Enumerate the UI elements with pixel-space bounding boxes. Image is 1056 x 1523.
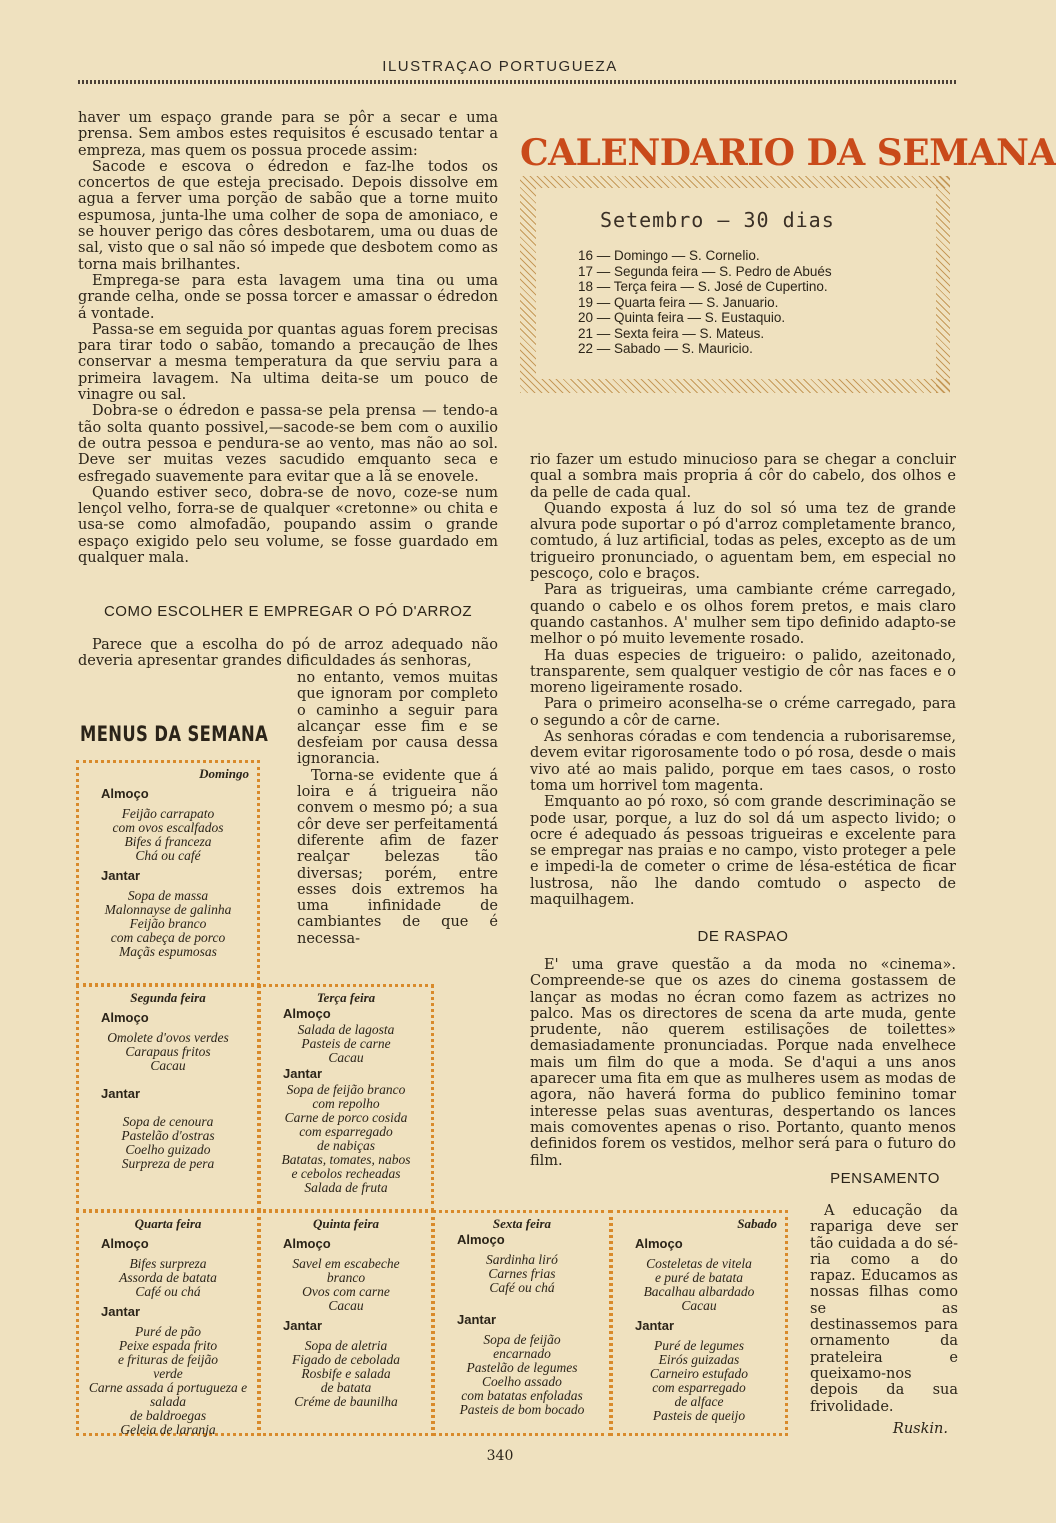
menu-day-name: Sabado: [737, 1216, 777, 1231]
paragraph: Emquanto ao pó roxo, só com grande descriminação se pode usar, porque, a luz do sol dá um aspecto livido; o ocre é adequado ás pessoas trigueiras e excelente para se empregar nas praias e no campo, visto proteger a pele e impedi-la de cometer o crime de lésa-estética de ficar lustrosa, não lhe dando comtudo o aspecto de maquilhagem.: [530, 794, 956, 909]
menu-lunch-label: Almoço: [101, 1236, 149, 1251]
menu-lunch-label: Almoço: [635, 1236, 683, 1251]
menu-day-name: Quarta feira: [134, 1216, 202, 1231]
menu-item: Salada de fruta: [304, 1180, 388, 1195]
menu-lunch-label: Almoço: [283, 1006, 331, 1021]
menu-day-name: Sexta feira: [492, 1216, 552, 1231]
menu-day-name: Quinta feira: [312, 1216, 380, 1231]
menu-item: Café ou chá: [135, 1284, 201, 1299]
menu-item: Sopa de massa: [127, 888, 209, 903]
menu-item: Pastelão de legumes: [466, 1360, 578, 1375]
section-heading-raspao: DE RASPAO: [697, 928, 789, 945]
menu-item: Coelho assado: [482, 1374, 562, 1389]
menu-dinner-label: Jantar: [101, 868, 141, 883]
menu-item: Carne assada á portugueza e salada: [88, 1380, 248, 1409]
menu-item: com cabeça de porco: [110, 930, 226, 945]
header-rule: [78, 80, 956, 84]
calendar-day: 20 — Quinta feira — S. Eustaquio.: [578, 310, 786, 325]
paragraph: rio fazer um estudo minucioso para se chegar a concluir qual a sombra mais propria á côr do cabelo, dos olhos e da pelle de cada qual.: [530, 452, 956, 501]
menu-dinner-label: Jantar: [101, 1086, 141, 1101]
menu-dinner-label: Jantar: [283, 1066, 323, 1081]
menu-item: Sopa de feijão branco: [286, 1082, 406, 1097]
menu-item: Puré de legumes: [654, 1338, 744, 1353]
calendar-hatch-top: [520, 176, 950, 188]
menu-dinner-label: Jantar: [101, 1304, 141, 1319]
menu-item: Geleia de laranja: [120, 1422, 216, 1437]
menu-item: Carne de porco cosida: [284, 1110, 408, 1125]
menu-item: Malonnayse de galinha: [104, 902, 232, 917]
menu-day-name: Terça feira: [316, 990, 376, 1005]
calendar-day: 22 — Sabado — S. Mauricio.: [578, 341, 753, 356]
menu-item: com esparregado: [299, 1124, 393, 1139]
menu-item: Assorda de batata: [119, 1270, 217, 1285]
paragraph: Passa-se em seguida por quantas aguas forem precisas para tirar todo o sabão, tomando a precaução de lhes conservar a mesma temperatura da que serviu para a primeira lavagem. Na ultima deita-se um pouco de vinagre ou sal.: [78, 321, 498, 404]
calendar-day: 21 — Sexta feira — S. Mateus.: [578, 325, 765, 341]
menu-item: Savel em escabeche: [292, 1256, 400, 1271]
menu-item: Peixe espada frito: [118, 1338, 218, 1353]
menu-item: Sopa de cenoura: [122, 1114, 214, 1129]
menu-item: Pasteis de queijo: [652, 1408, 746, 1423]
po-narrow-text: [297, 670, 498, 947]
menu-lunch-label: Almoço: [457, 1232, 505, 1247]
menu-item: Pastelão d'ostras: [121, 1128, 215, 1143]
calendar-day: 19 — Quarta feira — S. Januario.: [578, 294, 779, 310]
menu-day-box: [258, 1210, 434, 1436]
menu-item: Surpreza de pera: [121, 1156, 215, 1171]
menu-day-box: [610, 1210, 788, 1436]
paragraph: Para o primeiro aconselha-se o créme carregado, para o segundo a côr de carne.: [530, 696, 956, 729]
paragraph: Quando estiver seco, dobra-se de novo, coze-se num lençol velho, forra-se de qualquer «cretonne» ou chita e usa-se como almofadão, poupando assim o grande espaço exigido pelo seu volume, se fosse guardado em qualquer mala.: [78, 484, 498, 567]
menu-item: de baldroegas: [129, 1408, 207, 1423]
menu-item: com batatas enfoladas: [461, 1388, 583, 1403]
calendar-day-list: [578, 248, 832, 357]
paragraph: Torna-se evidente que á loira e á trigueira não convem o mesmo pó; a sua côr deve ser perfeitamentá diferente afim de fazer realçar belezas tão diversas; porém, entre esses dois extremos ha uma infinidade de cambiantes de que é necessa-: [297, 767, 498, 947]
paragraph: Emprega-se para esta lavagem uma tina ou uma grande celha, onde se possa torcer e amassar o édredon á vontade.: [78, 272, 498, 322]
menu-item: Feijão carrapato: [121, 806, 215, 821]
menu-item: branco: [326, 1270, 366, 1285]
menu-item: com ovos escalfados: [112, 820, 224, 835]
paragraph: Sacode e escova o édredon e faz-lhe todos os concertos de que esteja precisado. Depois dissolve em agua a ferver uma porção de sabão que a torne muito espumosa, junta-lhe uma colher de sopa de amoniaco, e se houver perigo das côres desbotarem, uma ou duas de sal, visto que o sal não só impede que desbotem como as torna mais brilhantes.: [78, 158, 498, 273]
menu-item: Puré de pão: [135, 1324, 201, 1339]
menu-item: de nabiças: [316, 1138, 376, 1153]
menu-item: e puré de batata: [654, 1270, 744, 1285]
menu-day-box: [76, 1210, 260, 1436]
menu-dinner-label: Jantar: [457, 1312, 497, 1327]
paragraph: As senhoras córadas e com tendencia a ruborisaremse, devem evitar rigorosamente todo o pó rosa, desde o mais vivo até ao mais palido, porque em taes casos, o rosto toma um horrivel tom magenta.: [530, 729, 956, 794]
paragraph: Quando exposta á luz do sol só uma tez de grande alvura pode suportar o pó d'arroz completamente branco, comtudo, á luz artificial, todas as peles, excepto as de um trigueiro pronunciado, o aguentam bem, em especial no pescoço, colo e braços.: [530, 500, 956, 583]
paragraph: Ha duas especies de trigueiro: o palido, azeitonado, transparente, sem qualquer vestigio de côr nas faces e o moreno ligeiramente rosado.: [530, 647, 956, 697]
paragraph: Dobra-se o édredon e passa-se pela prensa — tendo-a tão solta quanto possivel,—sacode-se bem com o auxilio de outra pessoa e pendura-se ao vento, mas não ao sol. Deve ser muitas vezes sacudido emquanto seca e esfregado suavemente para evitar que a lã se enovele.: [78, 403, 498, 485]
running-header: ILUSTRAÇAO PORTUGUEZA: [382, 58, 618, 75]
menu-item: Sopa de aletria: [304, 1338, 388, 1353]
page-number: 340: [486, 1448, 514, 1464]
menu-item: Salada de lagosta: [297, 1022, 395, 1037]
menu-day-name: Segunda feira: [130, 990, 206, 1005]
menu-item: Pasteis de bom bocado: [459, 1402, 585, 1417]
menu-item: Carapaus fritos: [125, 1044, 211, 1059]
menu-dinner-label: Jantar: [283, 1318, 323, 1333]
menu-item: Rosbife e salada: [301, 1366, 391, 1381]
section-heading-pensamento: PENSAMENTO: [830, 1170, 940, 1187]
menu-lunch-label: Almoço: [101, 786, 149, 801]
menu-item: Maçãs espumosas: [119, 944, 217, 959]
paragraph: E' uma grave questão a da moda no «cinema». Compreende-se que os azes do cinema gostassem de lançar as modas no écran como fazem as actrizes no palco. Mas os directores de scena da arte muda, gente prudente, não querem estilisações de toilettes» demasiadamente pronunciadas. Porque nada envelhece mais um film do que a moda. Se d'aqui a uns anos aparecer uma fita em que as mulheres usem as modas de agora, não haverá forma do publico feminino tomar interesse pelas suas aventuras, despertando os lances mais comoventes apenas o riso. Portanto, quanto menos definidos forem os vestidos, melhor será para o futuro do film.: [530, 957, 956, 1169]
menu-item: Chá ou café: [135, 848, 201, 863]
po-intro: [78, 637, 498, 670]
calendar-hatch-left: [520, 176, 536, 393]
menu-item: Costeletas de vitela: [646, 1256, 752, 1271]
menu-item: Figado de cebolada: [292, 1352, 400, 1367]
menu-item: Cacau: [150, 1058, 186, 1073]
menu-day-box: [76, 984, 260, 1212]
calendar-box: [520, 128, 1056, 393]
menu-item: Carnes frias: [488, 1266, 556, 1281]
menu-lunch-label: Almoço: [283, 1236, 331, 1251]
menu-item: Cacau: [328, 1298, 364, 1313]
menu-dinner-label: Jantar: [635, 1318, 675, 1333]
menu-item: com esparregado: [652, 1380, 746, 1395]
paragraph: haver um espaço grande para se pôr a secar e uma prensa. Sem ambos estes requisitos é escusado tentar a empreza, mas quem os possua procede assim:: [78, 110, 498, 159]
menu-item: Ovos com carne: [302, 1284, 390, 1299]
menu-item: Sopa de feijão: [483, 1332, 561, 1347]
pensamento-author: Ruskin.: [892, 1420, 948, 1437]
calendar-hatch-bottom: [520, 379, 950, 393]
menu-item: Café ou chá: [489, 1280, 555, 1295]
menu-item: de batata: [320, 1380, 372, 1395]
menu-day-name: Domingo: [199, 766, 249, 781]
menu-item: com repolho: [312, 1096, 380, 1111]
menus-title: MENUS DA SEMANA: [80, 722, 269, 746]
menu-item: e frituras de feijão: [117, 1352, 219, 1367]
paragraph: Para as trigueiras, uma cambiante créme carregado, quando o cabelo e os olhos forem pretos, e mais claro quando castanhos. A' mulher sem tipo definido adapto-se melhor o pó muito levemente rosado.: [530, 582, 956, 648]
menu-item: Sardinha liró: [486, 1252, 558, 1267]
menu-item: Carneiro estufado: [649, 1366, 749, 1381]
menu-item: Eirós guizadas: [658, 1352, 740, 1367]
calendar-hatch-right: [936, 176, 950, 393]
menu-item: Pasteis de carne: [301, 1036, 391, 1051]
menu-lunch-label: Almoço: [101, 1010, 149, 1025]
menu-item: encarnado: [493, 1346, 551, 1361]
menu-item: Bifes surpreza: [129, 1256, 207, 1271]
menu-item: de alface: [674, 1394, 724, 1409]
menu-item: Batatas, tomates, nabos: [281, 1152, 411, 1167]
menu-item: Cacau: [681, 1298, 717, 1313]
menu-item: Coelho guizado: [125, 1142, 211, 1157]
menu-item: Bacalhau albardado: [643, 1284, 755, 1299]
menu-day-box: [258, 984, 434, 1212]
calendar-day: 16 — Domingo — S. Cornelio.: [578, 248, 760, 263]
calendar-day: 17 — Segunda feira — S. Pedro de Abués: [578, 263, 832, 279]
right-column-text: [530, 452, 956, 908]
pensamento-text: A educação da rapariga deve ser tão cuidada a do sé- ria como a do rapaz. Educamos as nossas filhas como se as destinassemos para ornamento da prateleira e queixamo-nos depois da sua frivolidade.: [810, 1203, 958, 1415]
section-heading-po: COMO ESCOLHER E EMPREGAR O PÓ D'ARROZ: [103, 603, 473, 620]
paragraph: Parece que a escolha do pó de arroz adequado não deveria apresentar grandes dificuldades ás senhoras,: [78, 637, 498, 670]
menu-day-box: [76, 760, 260, 986]
menu-item: Omolete d'ovos verdes: [107, 1030, 229, 1045]
menu-item: Feijão branco: [129, 916, 207, 931]
paragraph: no entanto, vemos muitas que ignoram por completo o caminho a seguir para alcançar esse fim e se desfeiam por causa dessa ignorancia.: [297, 670, 498, 768]
menu-item: Créme de baunilha: [294, 1394, 398, 1409]
menu-item: Cacau: [328, 1050, 364, 1065]
left-column-text: [78, 110, 498, 566]
menu-day-box: [432, 1210, 612, 1436]
calendar-month: Setembro — 30 dias: [600, 208, 835, 232]
calendar-day: 18 — Terça feira — S. José de Cupertino.: [578, 279, 828, 294]
menu-item: verde: [153, 1366, 183, 1381]
raspao-text: [530, 957, 956, 1169]
pensamento-box: [810, 1203, 958, 1437]
menu-item: e cebolos recheadas: [291, 1166, 401, 1181]
calendar-title: CALENDARIO DA SEMANA: [520, 132, 1056, 174]
menu-item: Bifes á franceza: [124, 834, 212, 849]
